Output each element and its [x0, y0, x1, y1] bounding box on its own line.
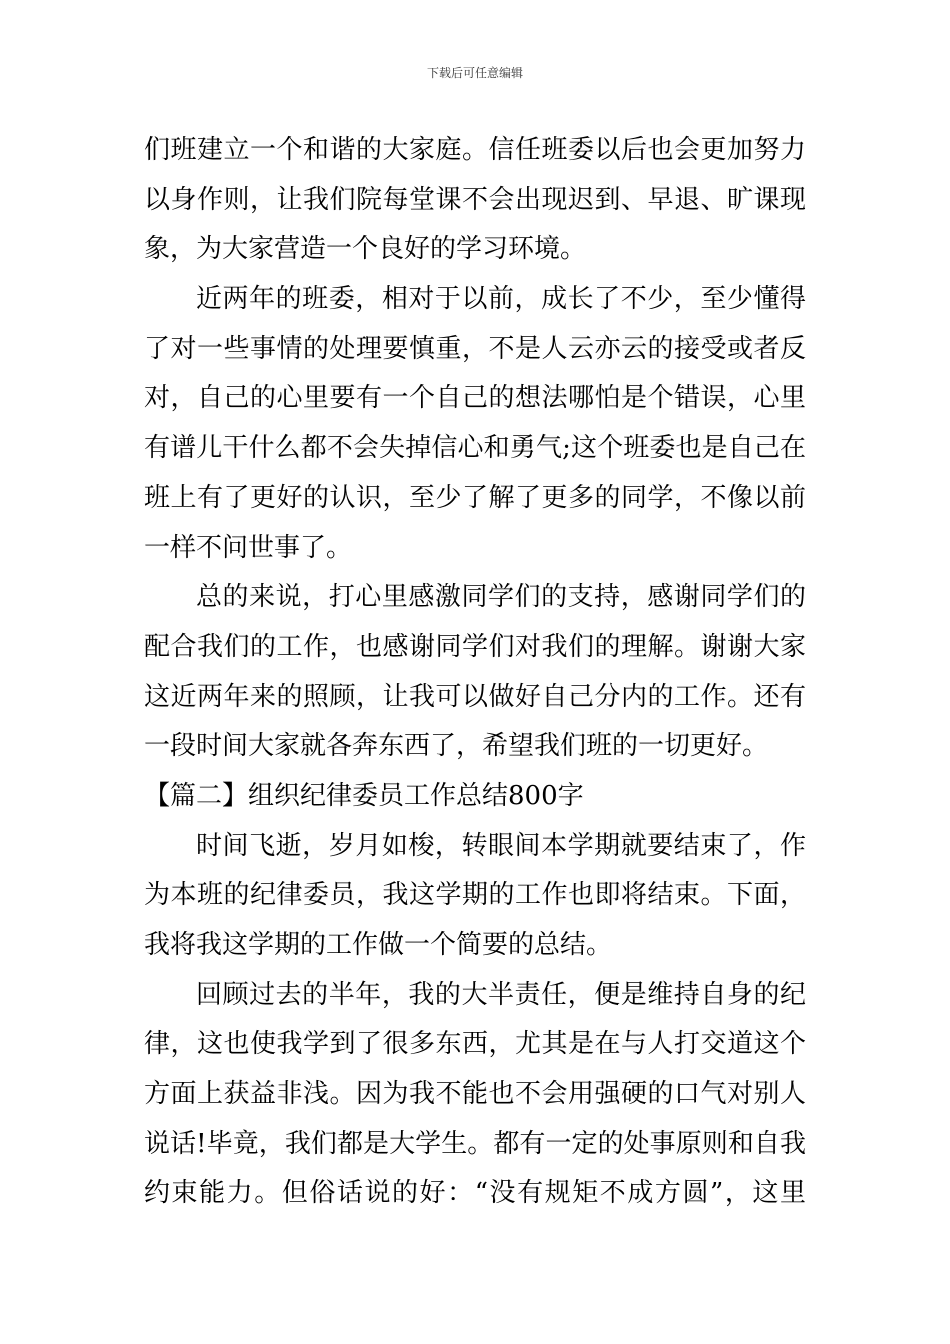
document-body [144, 126, 806, 1219]
page-header [0, 64, 950, 82]
text-line: 为本班的纪律委员，我这学期的工作也即将结束。下面， [144, 880, 806, 911]
text-line: 们班建立一个和谐的大家庭。信任班委以后也会更加努力 [144, 135, 806, 165]
text-line: 【篇二】组织纪律委员工作总结800字 [144, 780, 584, 811]
text-line: 这近两年来的照顾，让我可以做好自己分内的工作。还有 [144, 681, 806, 712]
text-line: 一段时间大家就各奔东西了，希望我们班的一切更好。 [144, 731, 769, 762]
text-line: 班上有了更好的认识，至少了解了更多的同学，不像以前 [144, 482, 806, 513]
text-line: 配合我们的工作，也感谢同学们对我们的理解。谢谢大家 [144, 631, 806, 662]
text-line: 我将我这学期的工作做一个简要的总结。 [144, 930, 613, 960]
text-line: 总的来说，打心里感激同学们的支持，感谢同学们的 [196, 582, 806, 613]
text-line: 了对一些事情的处理要慎重，不是人云亦云的接受或者反 [144, 333, 806, 364]
header-text: 下载后可任意编辑 [426, 66, 523, 80]
text-line: 有谱儿干什么都不会失掉信心和勇气;这个班委也是自己在 [144, 433, 806, 464]
text-line: 方面上获益非浅。因为我不能也不会用强硬的口气对别人 [144, 1079, 806, 1110]
text-line: 时间飞逝，岁月如梭，转眼间本学期就要结束了，作 [196, 830, 806, 861]
text-line: 象，为大家营造一个良好的学习环境。 [144, 234, 587, 265]
text-line: 约束能力。但俗话说的好：“没有规矩不成方圆”，这里 [144, 1178, 806, 1209]
text-line: 近两年的班委，相对于以前，成长了不少，至少懂得 [196, 284, 806, 315]
text-line: 对，自己的心里要有一个自己的想法哪怕是个错误，心里 [144, 383, 806, 414]
text-line: 回顾过去的半年，我的大半责任，便是维持自身的纪 [196, 979, 806, 1010]
text-line: 一样不问世事了。 [144, 532, 353, 563]
text-line: 以身作则，让我们院每堂课不会出现迟到、早退、旷课现 [144, 184, 806, 215]
text-line: 说话!毕竟，我们都是大学生。都有一定的处事原则和自我 [144, 1128, 806, 1159]
text-line: 律，这也使我学到了很多东西，尤其是在与人打交道这个 [144, 1029, 806, 1060]
